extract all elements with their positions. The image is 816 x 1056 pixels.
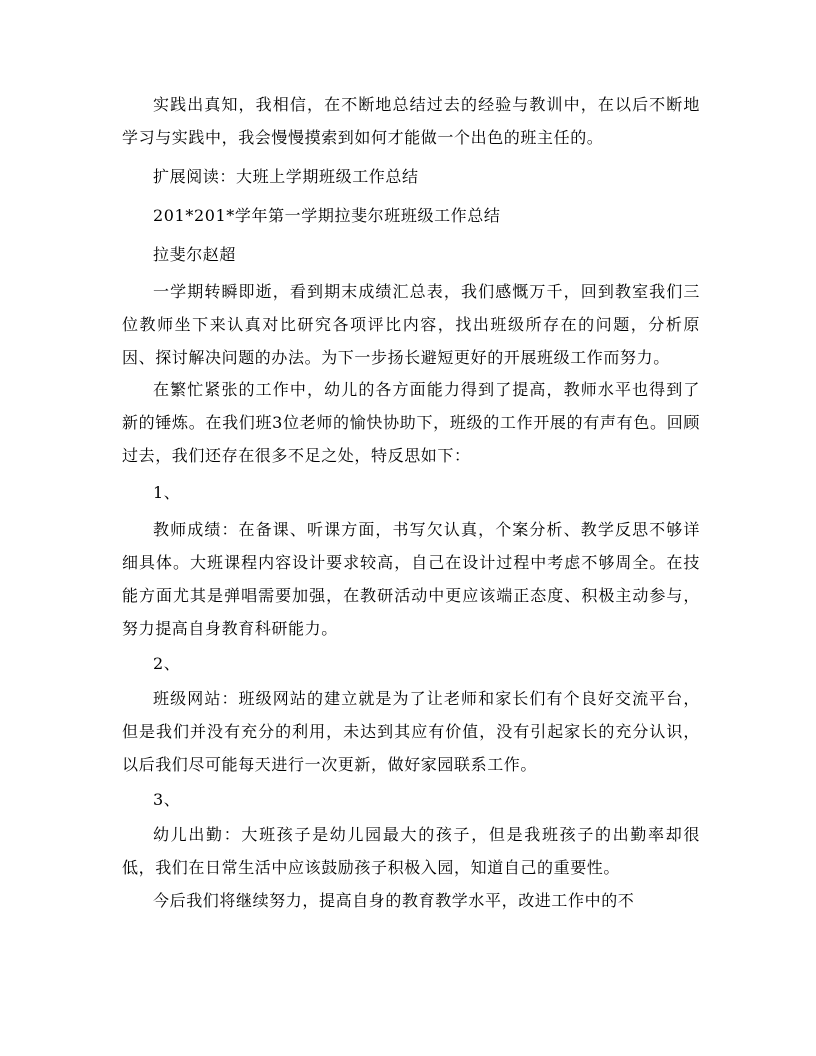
document-title: 201*201*学年第一学期拉斐尔班班级工作总结: [153, 206, 501, 225]
section-number-2: 2、: [153, 654, 181, 673]
paragraph-reflection-overview: 在繁忙紧张的工作中，幼儿的各方面能力得到了提高，教师水平也得到了新的锤炼。在我们班3位老师的愉快协助下，班级的工作开展的有声有色。回顾过去，我们还存在很多不足之处，特反思如下：: [122, 380, 700, 465]
author-line: 拉斐尔赵超: [153, 245, 237, 264]
paragraph-class-website: 班级网站：班级网站的建立就是为了让老师和家长们有个良好交流平台，但是我们并没有充分的利用，未达到其应有价值，没有引起家长的充分认识，以后我们尽可能每天进行一次更新，做好家园联系工作。: [122, 689, 700, 774]
paragraph-closing-reflection: 实践出真知，我相信，在不断地总结过去的经验与教训中，在以后不断地学习与实践中，我会慢慢摸索到如何才能做一个出色的班主任的。: [122, 95, 700, 147]
paragraph-teacher-performance: 教师成绩：在备课、听课方面，书写欠认真，个案分析、教学反思不够详细具体。大班课程内容设计要求较高，自己在设计过程中考虑不够周全。在技能方面尤其是弹唱需要加强，在教研活动中更应该端正态度、积极主动参与，努力提高自身教育科研能力。: [122, 520, 700, 638]
section-number-1: 1、: [153, 483, 181, 502]
paragraph-future-plans: 今后我们将继续努力，提高自身的教育教学水平，改进工作中的不: [153, 891, 635, 910]
paragraph-child-attendance: 幼儿出勤：大班孩子是幼儿园最大的孩子，但是我班孩子的出勤率却很低，我们在日常生活中应该鼓励孩子积极入园，知道自己的重要性。: [122, 825, 700, 877]
section-number-3: 3、: [153, 790, 181, 809]
extended-reading-heading: 扩展阅读：大班上学期班级工作总结: [153, 167, 419, 186]
paragraph-introduction: 一学期转瞬即逝，看到期末成绩汇总表，我们感慨万千，回到教室我们三位教师坐下来认真对比研究各项评比内容，找出班级所存在的问题，分析原因、探讨解决问题的办法。为下一步扬长避短更好的开展班级工作而努力。: [122, 282, 700, 367]
